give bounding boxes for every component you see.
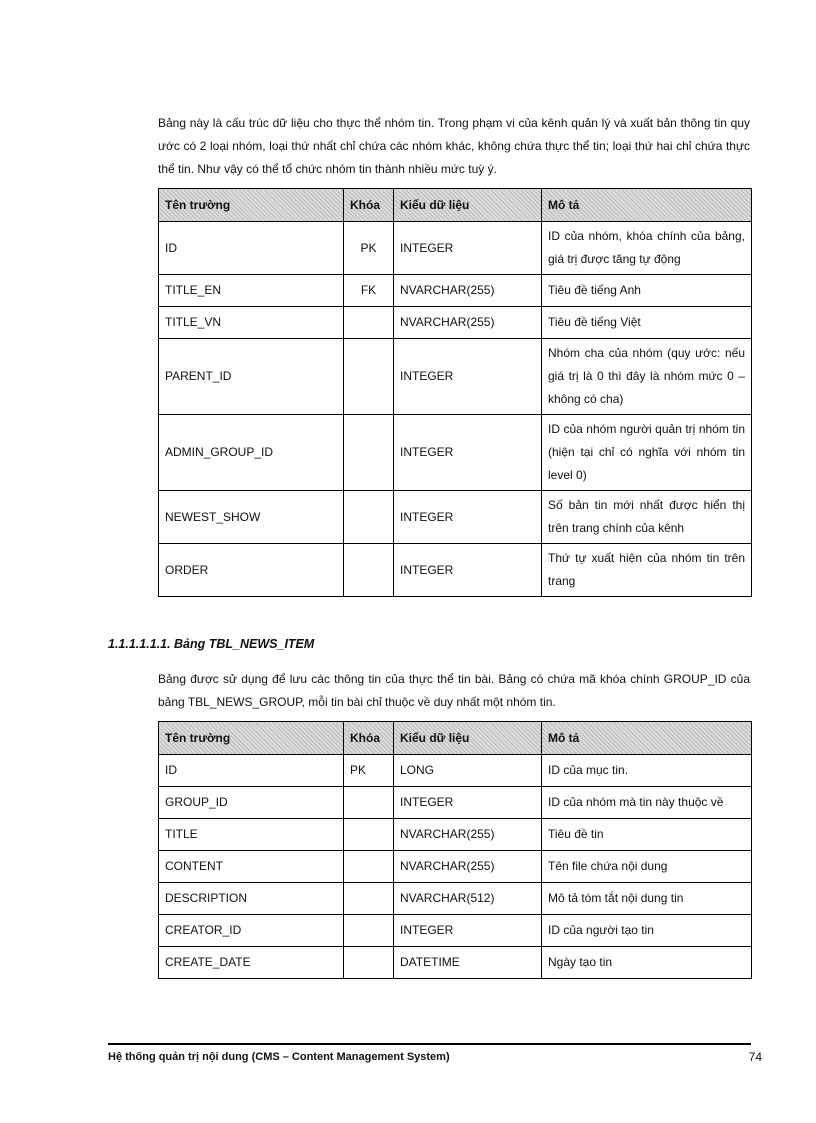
data-type-cell: INTEGER <box>394 544 542 597</box>
section-heading: 1.1.1.1.1.1. Bảng TBL_NEWS_ITEM <box>108 637 315 651</box>
page-number: 74 <box>748 1050 762 1064</box>
table-row <box>159 819 752 851</box>
description-cell: Tiêu đề tiếng Việt <box>542 307 752 339</box>
field-name-cell: ADMIN_GROUP_ID <box>159 415 344 491</box>
data-type-cell: INTEGER <box>394 339 542 415</box>
field-name-cell: ID <box>159 222 344 275</box>
table-row <box>159 851 752 883</box>
header-field-name: Tên trường <box>159 189 344 222</box>
table-row <box>159 915 752 947</box>
key-cell <box>344 415 394 491</box>
data-type-cell: INTEGER <box>394 915 542 947</box>
key-cell: FK <box>344 275 394 307</box>
header-key: Khóa <box>344 189 394 222</box>
table-row <box>159 491 752 544</box>
field-name-cell: TITLE_VN <box>159 307 344 339</box>
table-row <box>159 222 752 275</box>
field-name-cell: ORDER <box>159 544 344 597</box>
header-data-type: Kiểu dữ liệu <box>394 722 542 755</box>
key-cell <box>344 915 394 947</box>
key-cell <box>344 851 394 883</box>
news-item-table <box>158 721 752 979</box>
key-cell <box>344 787 394 819</box>
news-group-table <box>158 188 752 597</box>
key-cell <box>344 883 394 915</box>
table-row <box>159 787 752 819</box>
description-cell: ID của người tạo tin <box>542 915 752 947</box>
description-cell: Số bản tin mới nhất được hiển thị trên trang chính của kênh <box>542 491 752 544</box>
header-description: Mô tả <box>542 189 752 222</box>
table-header-row <box>159 189 752 222</box>
data-type-cell: NVARCHAR(255) <box>394 307 542 339</box>
field-name-cell: DESCRIPTION <box>159 883 344 915</box>
table-row <box>159 883 752 915</box>
description-cell: ID của nhóm, khóa chính của bảng, giá trị được tăng tự động <box>542 222 752 275</box>
data-type-cell: NVARCHAR(255) <box>394 819 542 851</box>
data-type-cell: INTEGER <box>394 491 542 544</box>
key-cell <box>344 307 394 339</box>
field-name-cell: CREATE_DATE <box>159 947 344 979</box>
description-cell: ID của nhóm mà tin này thuộc về <box>542 787 752 819</box>
key-cell <box>344 544 394 597</box>
description-cell: Nhóm cha của nhóm (quy ước: nếu giá trị là 0 thì đây là nhóm mức 0 – không có cha) <box>542 339 752 415</box>
header-key: Khóa <box>344 722 394 755</box>
data-type-cell: DATETIME <box>394 947 542 979</box>
data-type-cell: INTEGER <box>394 222 542 275</box>
field-name-cell: GROUP_ID <box>159 787 344 819</box>
table-header-row <box>159 722 752 755</box>
description-cell: Mô tả tóm tắt nội dung tin <box>542 883 752 915</box>
key-cell <box>344 947 394 979</box>
table-row <box>159 755 752 787</box>
field-name-cell: TITLE_EN <box>159 275 344 307</box>
header-field-name: Tên trường <box>159 722 344 755</box>
key-cell: PK <box>344 755 394 787</box>
field-name-cell: NEWEST_SHOW <box>159 491 344 544</box>
description-cell: Tiêu đề tin <box>542 819 752 851</box>
footer-title: Hệ thống quản trị nội dung (CMS – Content Management System) <box>108 1051 450 1063</box>
data-type-cell: NVARCHAR(512) <box>394 883 542 915</box>
field-name-cell: PARENT_ID <box>159 339 344 415</box>
description-cell: Ngày tạo tin <box>542 947 752 979</box>
key-cell <box>344 819 394 851</box>
table-row <box>159 947 752 979</box>
header-description: Mô tả <box>542 722 752 755</box>
intro-paragraph-news-group: Bảng này là cấu trúc dữ liệu cho thực thể nhóm tin. Trong phạm vi của kênh quản lý và xuất bản thông tin quy ước có 2 loại nhóm, loại thứ nhất chỉ chứa các nhóm khác, không chứa thực thể tin; loại thứ hai chỉ chứa thực thể tin. Như vậy có thể tổ chức nhóm tin thành nhiều mức tuỳ ý. <box>158 116 750 176</box>
description-cell: ID của nhóm người quản trị nhóm tin (hiện tại chỉ có nghĩa với nhóm tin level 0) <box>542 415 752 491</box>
footer-divider <box>108 1043 751 1045</box>
data-type-cell: INTEGER <box>394 415 542 491</box>
field-name-cell: CREATOR_ID <box>159 915 344 947</box>
description-cell: Thứ tự xuất hiện của nhóm tin trên trang <box>542 544 752 597</box>
table-row <box>159 415 752 491</box>
data-type-cell: NVARCHAR(255) <box>394 275 542 307</box>
field-name-cell: TITLE <box>159 819 344 851</box>
header-data-type: Kiểu dữ liệu <box>394 189 542 222</box>
description-cell: Tiêu đề tiếng Anh <box>542 275 752 307</box>
table-row <box>159 339 752 415</box>
data-type-cell: LONG <box>394 755 542 787</box>
intro-paragraph-news-item: Bảng được sử dụng để lưu các thông tin của thực thể tin bài. Bảng có chứa mã khóa chính GROUP_ID của bảng TBL_NEWS_GROUP, mỗi tin bài chỉ thuộc về duy nhất một nhóm tin. <box>158 672 750 709</box>
field-name-cell: CONTENT <box>159 851 344 883</box>
table-row <box>159 544 752 597</box>
description-cell: ID của mục tin. <box>542 755 752 787</box>
description-cell: Tên file chứa nội dung <box>542 851 752 883</box>
table-row <box>159 307 752 339</box>
key-cell <box>344 491 394 544</box>
data-type-cell: INTEGER <box>394 787 542 819</box>
key-cell <box>344 339 394 415</box>
table-row <box>159 275 752 307</box>
key-cell: PK <box>344 222 394 275</box>
data-type-cell: NVARCHAR(255) <box>394 851 542 883</box>
field-name-cell: ID <box>159 755 344 787</box>
